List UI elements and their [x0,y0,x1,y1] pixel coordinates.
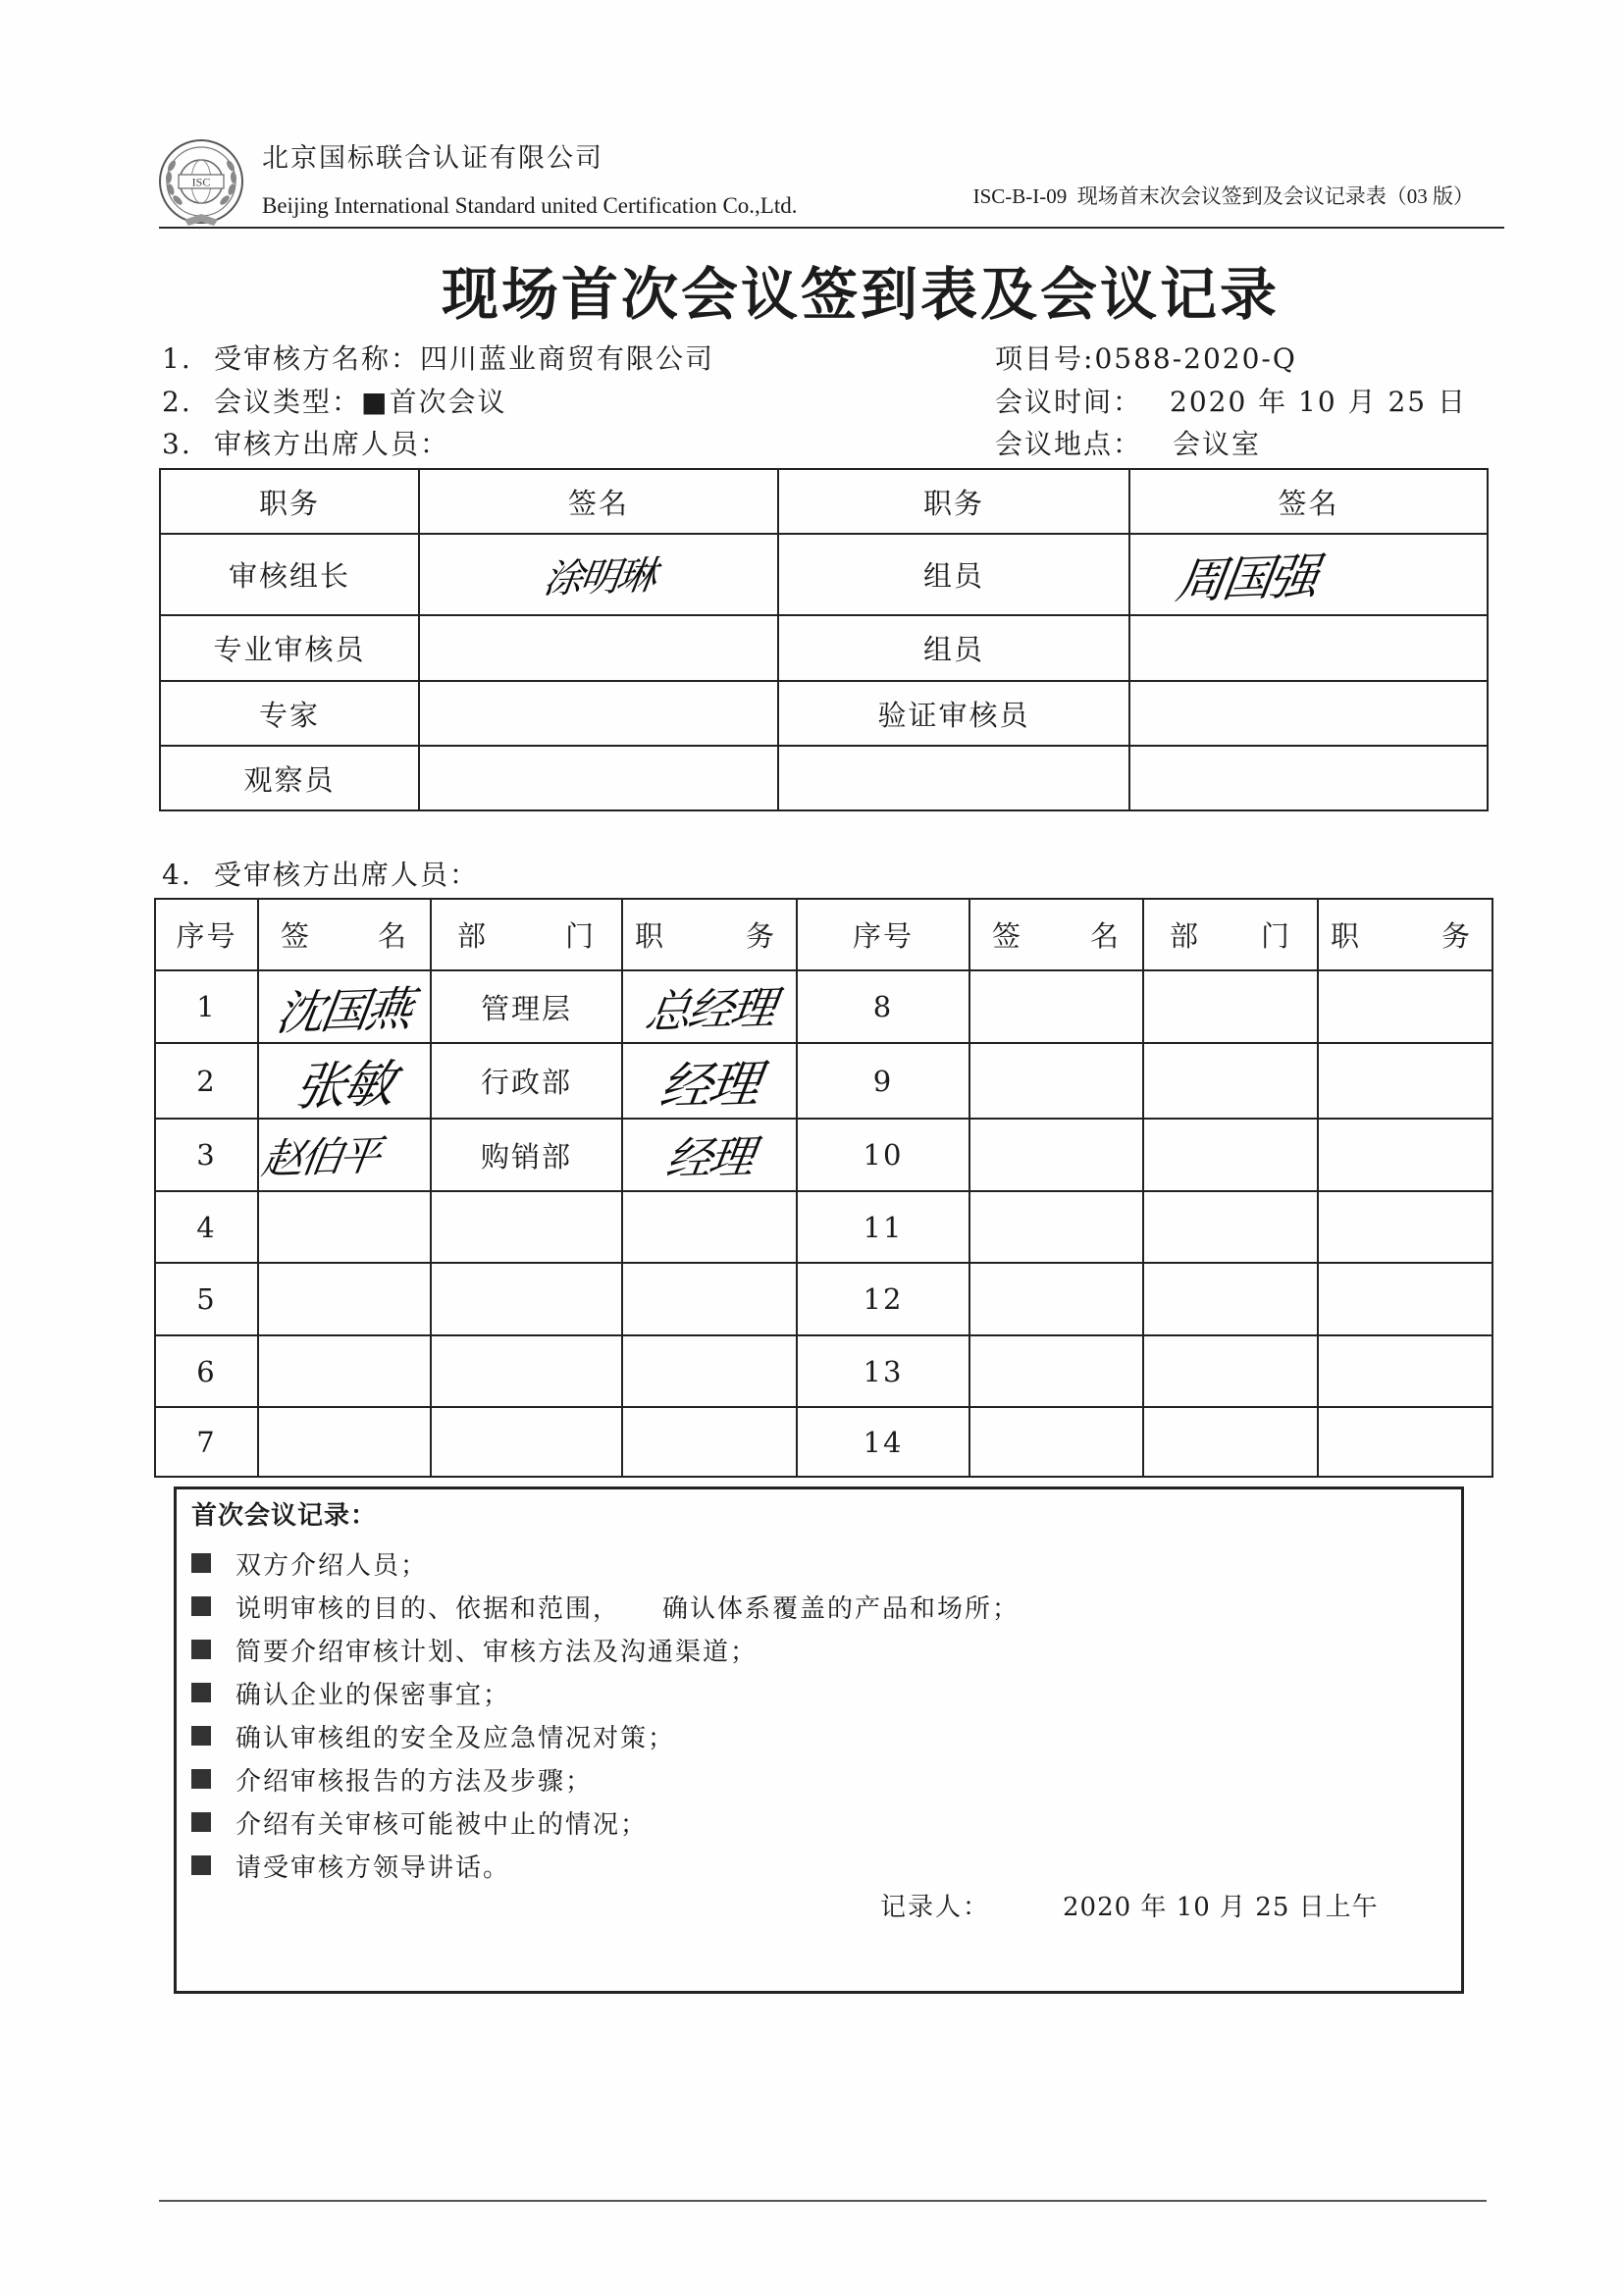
attendee-signature-cell [969,1119,1143,1191]
handwritten-signature: 张敏 [290,1055,396,1118]
attendee-dept-cell [1143,1335,1318,1407]
handwritten-signature: 赵伯平 [258,1130,382,1184]
auditee-attendance-table [154,898,1493,1478]
record-heading: 首次会议记录： [191,1501,378,1531]
record-item-text: 说明审核的目的、依据和范围， 确认体系覆盖的产品和场所； [236,1593,1021,1624]
attendee-row [155,1043,1492,1119]
header-department-text: 部门 [457,919,596,953]
attendee-dept-cell [1143,1119,1318,1191]
meeting-type-value: ■首次会议 [361,386,507,418]
auditor-role-cell: 验证审核员 [778,681,1129,746]
isc-logo-icon [157,135,245,234]
attendee-signature-cell [258,1335,431,1407]
auditor-signature-cell [1129,681,1488,746]
auditor-signature-cell [1129,534,1488,615]
auditee-name: 四川蓝业商贸有限公司 [420,342,715,375]
attendee-title-cell [1318,1335,1492,1407]
auditor-signature-cell [419,746,778,810]
header-signature [969,899,1143,970]
record-item-text: 请受审核方领导讲话。 [236,1852,511,1883]
meeting-time-value: 2020 年 10 月 25 日 [1170,386,1468,418]
bullet-square-icon [191,1855,211,1875]
attendee-signature-cell [969,1043,1143,1119]
attendee-no-cell: 9 [797,1043,969,1119]
record-item-text: 简要介绍审核计划、审核方法及沟通渠道； [236,1637,759,1667]
header-signature [258,899,431,970]
header-department [1143,899,1318,970]
handwritten-title: 总经理 [641,980,777,1039]
attendee-title-cell [622,1119,797,1191]
auditor-role-cell: 审核组长 [160,534,419,615]
attendee-no-cell: 4 [155,1191,258,1263]
header-department [431,899,622,970]
record-item [191,1628,1020,1671]
attendee-dept-cell: 管理层 [431,970,622,1043]
meeting-place-label: 会议地点： [995,428,1143,460]
auditor-row [160,534,1488,615]
auditor-role-cell: 组员 [778,534,1129,615]
attendee-title-cell [622,1335,797,1407]
attendee-title-cell [622,1263,797,1335]
auditee-attendees-label: 受审核方出席人员： [214,859,480,891]
handwritten-signature: 周国强 [1172,548,1320,609]
attendee-title-cell [1318,970,1492,1043]
record-item-text: 双方介绍人员； [236,1550,429,1581]
header-position-text: 职务 [1331,919,1472,953]
record-item-text: 介绍有关审核可能被中止的情况； [236,1809,649,1840]
item-number-1: 1. [162,342,192,375]
project-number: 0588-2020-Q [1094,342,1297,375]
attendee-signature-cell [258,1043,431,1119]
attendee-signature-cell [969,970,1143,1043]
attendee-dept-cell [1143,970,1318,1043]
attendee-row [155,970,1492,1043]
attendee-dept-cell [1143,1407,1318,1477]
auditor-attendance-table [159,468,1489,811]
attendee-no-cell: 1 [155,970,258,1043]
auditor-role-cell: 组员 [778,615,1129,681]
item-number-4: 4. [162,859,192,891]
header-department-text: 部门 [1170,919,1291,953]
attendee-no-cell: 10 [797,1119,969,1191]
attendee-no-cell: 13 [797,1335,969,1407]
header-seq: 序号 [155,899,258,970]
attendee-row [155,1191,1492,1263]
recorder-label: 记录人： [880,1893,991,1922]
attendee-dept-cell [1143,1043,1318,1119]
project-label: 项目号: [995,342,1095,375]
attendee-row [155,1119,1492,1191]
auditor-role-cell: 专业审核员 [160,615,419,681]
auditor-header-row [160,469,1488,534]
attendee-signature-cell [969,1263,1143,1335]
auditor-role-cell: 专家 [160,681,419,746]
auditee-line [214,341,714,377]
attendee-title-cell [1318,1191,1492,1263]
attendee-no-cell: 8 [797,970,969,1043]
attendee-signature-cell [969,1191,1143,1263]
attendee-no-cell: 12 [797,1263,969,1335]
record-item [191,1757,1020,1800]
attendee-dept-cell [431,1263,622,1335]
auditor-row [160,615,1488,681]
auditor-attendees-label: 审核方出席人员： [214,428,450,460]
attendee-signature-cell [258,1407,431,1477]
record-item [191,1585,1020,1628]
attendee-dept-cell: 行政部 [431,1043,622,1119]
record-item-text: 确认企业的保密事宜； [236,1680,511,1710]
attendee-no-cell: 7 [155,1407,258,1477]
attendee-no-cell: 14 [797,1407,969,1477]
record-item [191,1671,1020,1714]
handwritten-signature: 沈国燕 [273,981,415,1041]
attendee-dept-cell [1143,1191,1318,1263]
attendee-title-cell [622,970,797,1043]
bullet-square-icon [191,1596,211,1616]
header-signature: 签名 [1129,469,1488,534]
company-name-en: Beijing International Standard united Certification Co.,Ltd. [262,193,798,218]
attendee-signature-cell [969,1335,1143,1407]
bullet-square-icon [191,1553,211,1573]
header-signature: 签名 [419,469,778,534]
record-item [191,1714,1020,1757]
header-role: 职务 [160,469,419,534]
attendee-dept-cell: 购销部 [431,1119,622,1191]
attendee-row [155,1263,1492,1335]
record-items-list [191,1541,1020,1887]
footer-rule [159,2200,1487,2202]
attendee-title-cell [1318,1407,1492,1477]
meeting-type-label: 会议类型： [214,386,362,418]
attendee-signature-cell [258,1119,431,1191]
record-item-text: 确认审核组的安全及应急情况对策； [236,1723,676,1753]
meeting-type-line [214,385,506,420]
attendee-signature-cell [258,970,431,1043]
handwritten-title: 经理 [655,1055,761,1118]
record-item-text: 介绍审核报告的方法及步骤； [236,1766,594,1797]
attendee-dept-cell [1143,1263,1318,1335]
auditor-role-cell: 观察员 [160,746,419,810]
attendee-row [155,1407,1492,1477]
attendee-no-cell: 5 [155,1263,258,1335]
auditor-row [160,681,1488,746]
attendee-no-cell: 3 [155,1119,258,1191]
header-rule [159,227,1504,229]
attendee-no-cell: 6 [155,1335,258,1407]
document-title: 现场首次会议签到表及会议记录 [442,261,1281,328]
attendee-dept-cell [431,1335,622,1407]
auditor-signature-cell [419,534,778,615]
auditor-signature-cell [419,615,778,681]
attendee-dept-cell [431,1407,622,1477]
bullet-square-icon [191,1683,211,1702]
attendee-no-cell: 11 [797,1191,969,1263]
meeting-time-label: 会议时间： [995,386,1143,418]
bullet-square-icon [191,1640,211,1659]
attendee-title-cell [1318,1043,1492,1119]
company-name-cn: 北京国标联合认证有限公司 [262,143,603,174]
form-code: ISC-B-I-09 现场首末次会议签到及会议记录表（03 版） [972,184,1474,208]
auditee-label: 受审核方名称： [214,342,421,375]
auditor-row [160,746,1488,810]
auditor-signature-cell [1129,746,1488,810]
handwritten-title: 经理 [662,1129,756,1186]
record-item [191,1800,1020,1844]
attendee-title-cell [622,1407,797,1477]
item-number-2: 2. [162,386,192,418]
recorder-date: 2020 年 10 月 25 日上午 [1063,1893,1379,1922]
bullet-square-icon [191,1726,211,1746]
handwritten-signature: 涂明琳 [540,553,656,602]
attendee-title-cell [1318,1119,1492,1191]
attendee-signature-cell [258,1263,431,1335]
project-line [995,341,1297,377]
attendee-title-cell [622,1191,797,1263]
header-position-text: 职务 [635,919,776,953]
header-signature-text: 签名 [992,919,1121,953]
auditor-signature-cell [419,681,778,746]
auditor-signature-cell [1129,615,1488,681]
meeting-place-value: 会议室 [1173,428,1262,460]
header-role: 职务 [778,469,1129,534]
attendee-signature-cell [258,1191,431,1263]
header-position [622,899,797,970]
header-position [1318,899,1492,970]
item-number-3: 3. [162,428,192,460]
bullet-square-icon [191,1812,211,1832]
attendee-no-cell: 2 [155,1043,258,1119]
meeting-record-box [174,1487,1464,1994]
attendee-row [155,1335,1492,1407]
company-logo [157,135,245,234]
header-signature-text: 签名 [281,919,408,953]
header-seq: 序号 [797,899,969,970]
attendee-signature-cell [969,1407,1143,1477]
attendee-title-cell [1318,1263,1492,1335]
logo-text: ISC [191,175,211,189]
auditor-role-cell [778,746,1129,810]
record-item [191,1541,1020,1585]
attendee-header-row [155,899,1492,970]
attendee-title-cell [622,1043,797,1119]
attendee-dept-cell [431,1191,622,1263]
record-item [191,1844,1020,1887]
bullet-square-icon [191,1769,211,1789]
